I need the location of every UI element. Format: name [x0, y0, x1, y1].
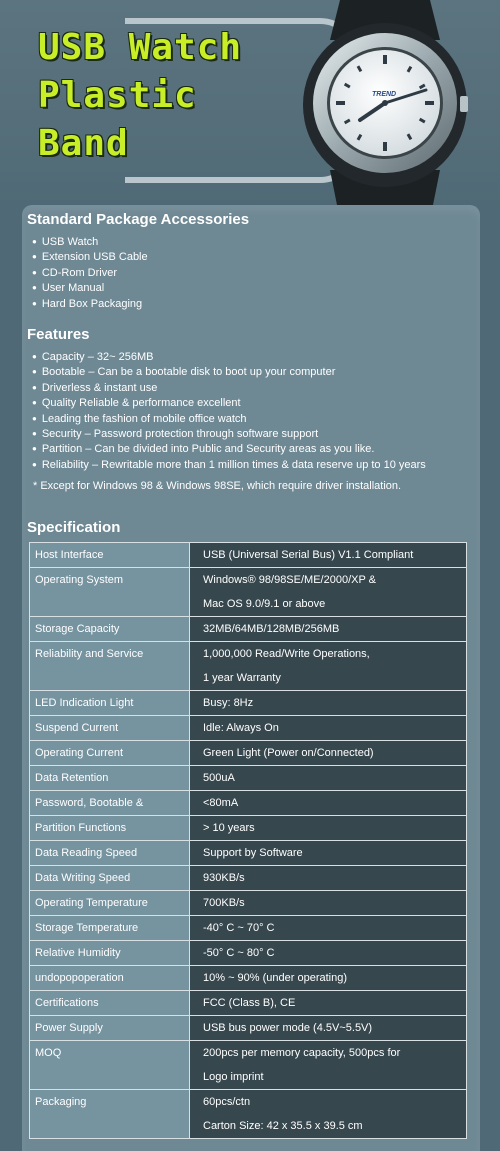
table-row	[30, 791, 467, 816]
spec-value: USB (Universal Serial Bus) V1.1 Compliant	[190, 543, 467, 568]
spec-label: Power Supply	[30, 1016, 190, 1041]
page-title	[38, 24, 242, 168]
spec-label: Operating System	[30, 568, 190, 617]
spec-value: Busy: 8Hz	[190, 691, 467, 716]
accessories-list	[32, 235, 148, 312]
list-item: ● Capacity – 32~ 256MB	[32, 350, 426, 365]
list-item: ● Bootable – Can be a bootable disk to boot up your computer	[32, 365, 426, 380]
table-row	[30, 891, 467, 916]
features-list	[32, 350, 426, 473]
specification-table	[29, 542, 467, 1139]
accessories-heading: Standard Package Accessories	[27, 211, 250, 228]
table-row	[30, 991, 467, 1016]
spec-value: > 10 years	[190, 816, 467, 841]
table-row	[30, 766, 467, 791]
spec-label: Suspend Current	[30, 716, 190, 741]
list-item: ● Driverless & instant use	[32, 381, 426, 396]
spec-label: Operating Current	[30, 741, 190, 766]
list-item: ● Extension USB Cable	[32, 250, 148, 265]
spec-value: Idle: Always On	[190, 716, 467, 741]
spec-label: Data Reading Speed	[30, 841, 190, 866]
spec-label: Packaging	[30, 1090, 190, 1139]
spec-value: <80mA	[190, 791, 467, 816]
spec-label: undopopoperation	[30, 966, 190, 991]
spec-value: -50° C ~ 80° C	[190, 941, 467, 966]
spec-value: FCC (Class B), CE	[190, 991, 467, 1016]
table-row	[30, 1090, 467, 1139]
table-row	[30, 691, 467, 716]
table-row	[30, 543, 467, 568]
table-row	[30, 916, 467, 941]
spec-label: Host Interface	[30, 543, 190, 568]
spec-label: LED Indication Light	[30, 691, 190, 716]
spec-value: 930KB/s	[190, 866, 467, 891]
spec-value: 32MB/64MB/128MB/256MB	[190, 617, 467, 642]
list-item: ● Hard Box Packaging	[32, 297, 148, 312]
list-item: ● USB Watch	[32, 235, 148, 250]
spec-value: Green Light (Power on/Connected)	[190, 741, 467, 766]
list-item: ● Security – Password protection through software support	[32, 427, 426, 442]
spec-value: 1,000,000 Read/Write Operations, 1 year Warranty	[190, 642, 467, 691]
list-item: ● Leading the fashion of mobile office watch	[32, 412, 426, 427]
spec-label: Certifications	[30, 991, 190, 1016]
spec-value: Support by Software	[190, 841, 467, 866]
table-row	[30, 716, 467, 741]
watch-image	[300, 0, 470, 210]
list-item: ● Reliability – Rewritable more than 1 million times & data reserve up to 10 years	[32, 458, 426, 473]
spec-label: Relative Humidity	[30, 941, 190, 966]
spec-label: Operating Temperature	[30, 891, 190, 916]
features-heading: Features	[27, 326, 90, 343]
table-row	[30, 841, 467, 866]
table-row	[30, 568, 467, 617]
list-item: ● CD-Rom Driver	[32, 266, 148, 281]
list-item: ● Quality Reliable & performance excellent	[32, 396, 426, 411]
table-row	[30, 1041, 467, 1090]
spec-label: Password, Bootable &	[30, 791, 190, 816]
spec-label: Partition Functions	[30, 816, 190, 841]
table-row	[30, 1016, 467, 1041]
title-line: Plastic	[38, 75, 197, 116]
spec-value: 60pcs/ctn Carton Size: 42 x 35.5 x 39.5 cm	[190, 1090, 467, 1139]
table-row	[30, 816, 467, 841]
spec-value: 200pcs per memory capacity, 500pcs for Logo imprint	[190, 1041, 467, 1090]
table-row	[30, 941, 467, 966]
table-row	[30, 741, 467, 766]
hero-banner	[0, 0, 500, 205]
spec-label: MOQ	[30, 1041, 190, 1090]
spec-label: Data Writing Speed	[30, 866, 190, 891]
list-item: ● User Manual	[32, 281, 148, 296]
spec-label: Reliability and Service	[30, 642, 190, 691]
driver-note: * Except for Windows 98 & Windows 98SE, which require driver installation.	[33, 480, 402, 492]
watch-brand-text: TREND	[372, 91, 397, 98]
list-item: ● Partition – Can be divided into Public and Security areas as you like.	[32, 442, 426, 457]
title-line: USB Watch	[38, 27, 243, 68]
spec-value: USB bus power mode (4.5V~5.5V)	[190, 1016, 467, 1041]
title-line: Band	[38, 123, 129, 164]
spec-value: -40° C ~ 70° C	[190, 916, 467, 941]
spec-label: Storage Capacity	[30, 617, 190, 642]
spec-label: Storage Temperature	[30, 916, 190, 941]
table-row	[30, 866, 467, 891]
table-row	[30, 966, 467, 991]
table-row	[30, 642, 467, 691]
spec-label: Data Retention	[30, 766, 190, 791]
spec-value: Windows® 98/98SE/ME/2000/XP & Mac OS 9.0/9.1 or above	[190, 568, 467, 617]
table-row	[30, 617, 467, 642]
spec-value: 500uA	[190, 766, 467, 791]
specification-heading: Specification	[27, 519, 121, 536]
spec-value: 10% ~ 90% (under operating)	[190, 966, 467, 991]
spec-value: 700KB/s	[190, 891, 467, 916]
